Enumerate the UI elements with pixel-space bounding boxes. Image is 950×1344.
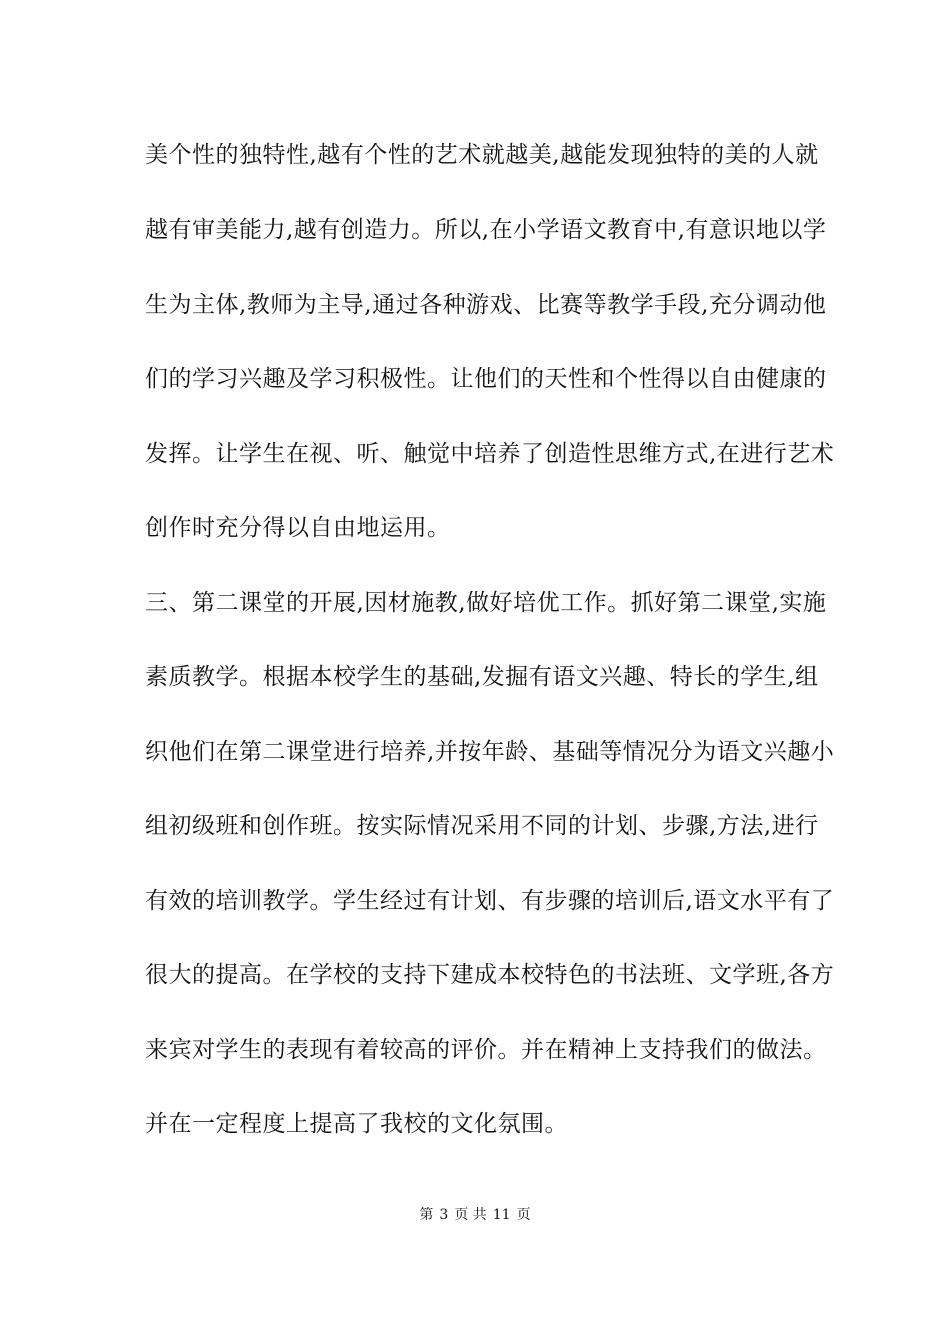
- paragraph-line: 并在一定程度上提高了我校的文化氛围。: [145, 1111, 568, 1137]
- paragraph-line: 越有审美能力,越有创造力。所以,在小学语文教育中,有意识地以学: [145, 217, 827, 243]
- section-heading-line: 三、第二课堂的开展,因材施教,做好培优工作。抓好第二课堂,实施: [145, 590, 827, 616]
- paragraph-line: 发挥。让学生在视、听、触觉中培养了创造性思维方式,在进行艺术: [145, 441, 835, 467]
- paragraph-line: 创作时充分得以自由地运用。: [145, 515, 451, 541]
- footer-prefix: 第: [419, 1207, 434, 1223]
- paragraph-line: 们的学习兴趣及学习积极性。让他们的天性和个性得以自由健康的: [145, 366, 827, 392]
- footer-total-pages: 11: [492, 1207, 511, 1223]
- paragraph-line: 生为主体,教师为主导,通过各种游戏、比赛等教学手段,充分调动他: [145, 292, 827, 318]
- paragraph-line: 有效的培训教学。学生经过有计划、有步骤的培训后,语文水平有了: [145, 888, 835, 914]
- paragraph-line: 很大的提高。在学校的支持下建成本校特色的书法班、文学班,各方: [145, 962, 835, 988]
- paragraph-line: 织他们在第二课堂进行培养,并按年龄、基础等情况分为语文兴趣小: [145, 739, 835, 765]
- footer-current-page: 3: [439, 1207, 449, 1223]
- footer-middle: 页 共: [454, 1207, 487, 1223]
- paragraph-line: 素质教学。根据本校学生的基础,发掘有语文兴趣、特长的学生,组: [145, 664, 819, 690]
- paragraph-line: 美个性的独特性,越有个性的艺术就越美,越能发现独特的美的人就: [145, 142, 819, 168]
- page-footer: [0, 1206, 950, 1224]
- paragraph-line: 组初级班和创作班。按实际情况采用不同的计划、步骤,方法,进行: [145, 813, 819, 839]
- paragraph-line: 来宾对学生的表现有着较高的评价。并在精神上支持我们的做法。: [145, 1037, 827, 1063]
- footer-suffix: 页: [516, 1207, 531, 1223]
